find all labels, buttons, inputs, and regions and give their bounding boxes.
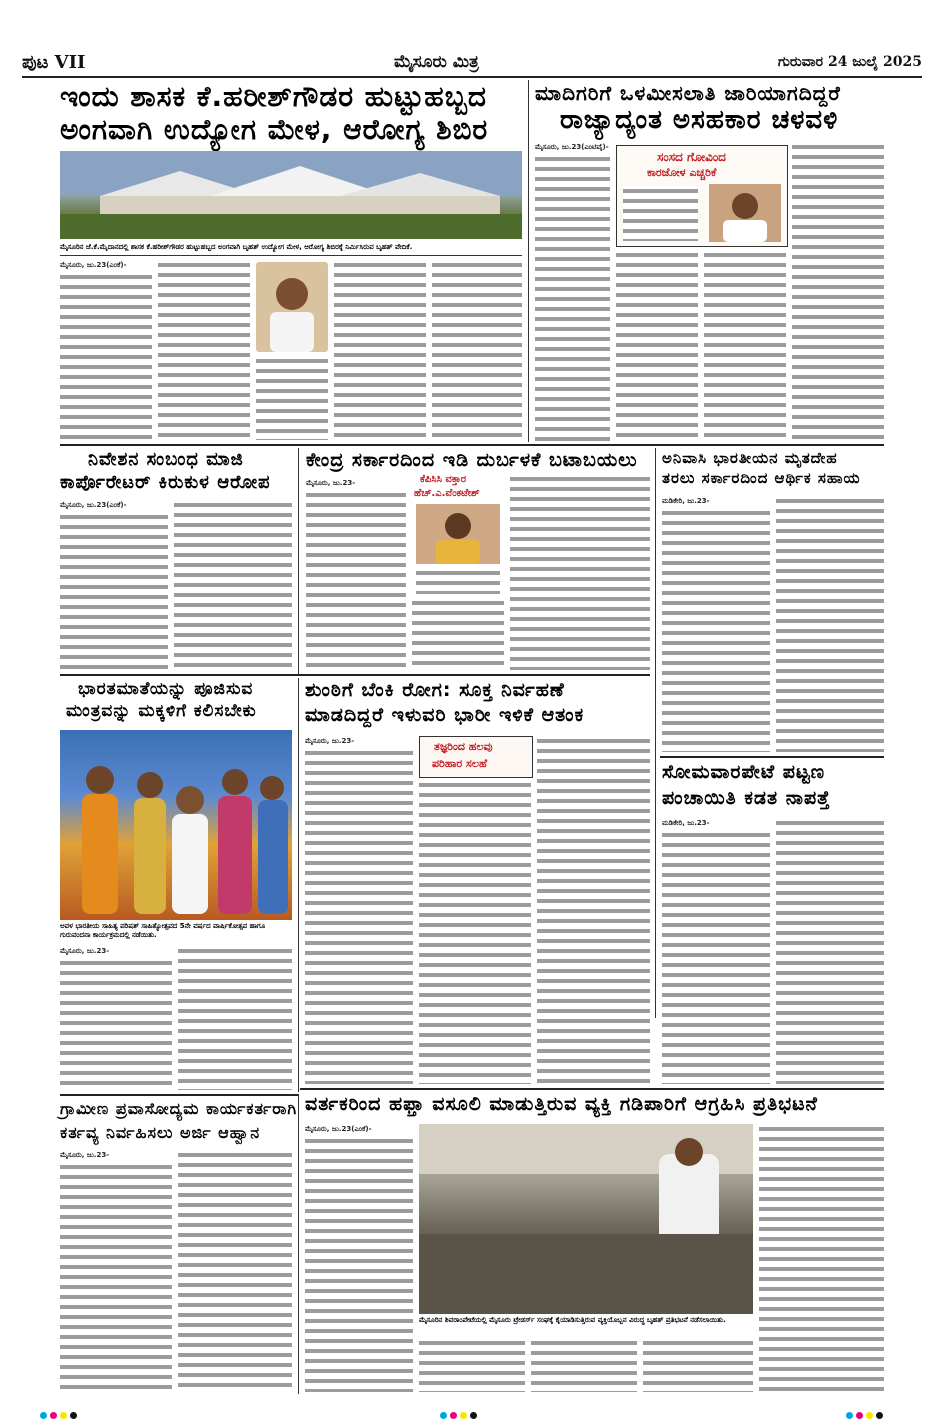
column-divider	[298, 1094, 299, 1394]
column-divider	[298, 448, 299, 674]
story-g-subhead-box	[419, 736, 533, 778]
story-g-column-2	[419, 780, 531, 1084]
story-h-column-2	[776, 818, 884, 1084]
story-c-column-2	[174, 500, 292, 670]
story-c-headline-1: ನಿವೇಶನ ಸಂಬಂಧ ಮಾಜಿ	[88, 449, 244, 470]
story-b-column-3	[704, 250, 786, 442]
story-i-headline-2: ಕರ್ತವ್ಯ ನಿರ್ವಹಿಸಲು ಅರ್ಜಿ ಆಹ್ವಾನ	[60, 1123, 261, 1142]
story-a-dateline: ಮೈಸೂರು, ಜು.23(ಎಂಕೆ)-	[60, 261, 127, 269]
story-f-headline-2: ಮಂತ್ರವನ್ನು ಮಕ್ಕಳಿಗೆ ಕಲಿಸಬೇಕು	[66, 701, 257, 721]
section-divider	[660, 756, 884, 758]
section-divider	[60, 1094, 298, 1096]
story-j-headline: ವರ್ತಕರಿಂದ ಹಫ್ತಾ ವಸೂಲಿ ಮಾಡುತ್ತಿರುವ ವ್ಯಕ್ತಿ ಗಡಿಪಾರಿಗೆ ಆಗ್ರಹಿಸಿ ಪ್ರತಿಭಟನೆ	[305, 1093, 818, 1115]
story-g-column-3	[537, 736, 650, 1084]
story-g-sub-2: ಪರಿಹಾರ ಸಲಹೆ	[432, 757, 488, 770]
story-f-column-2	[178, 946, 292, 1090]
story-b-column-4	[792, 142, 884, 442]
story-d-byline-box	[412, 474, 504, 594]
spokesperson-portrait	[416, 504, 500, 564]
story-j-caption: ಮೈಸೂರಿನ ಶಿವರಾಂಪೇಟೆಯಲ್ಲಿ ಮೈಸೂರು ಟ್ರೇಡರ್ಸ್ ಸಂಘಕ್ಕೆ ಕೈಯಾಡಿಸುತ್ತಿರುವ ವ್ಯಕ್ತಿಯೊಬ್ಬನ ವಿರುದ್ಧ ಬೃಹತ್ ಪ್ರತಿಭಟನೆ ನಡೆಸಲಾಯಿತು.	[419, 1316, 726, 1324]
column-divider	[298, 678, 299, 1092]
story-d-column-3	[510, 474, 650, 670]
story-b-byline-box	[616, 145, 788, 247]
story-h-column-1	[662, 830, 770, 1084]
story-j-column-4	[643, 1338, 753, 1392]
story-a-column-5	[432, 260, 522, 440]
story-i-headline-1: ಗ್ರಾಮೀಣ ಪ್ರವಾಸೋದ್ಯಮ ಕಾರ್ಯಕರ್ತರಾಗಿ	[60, 1099, 298, 1118]
story-a-column-1	[60, 272, 152, 440]
story-a-headline-1: ಇಂದು ಶಾಸಕ ಕೆ.ಹರೀಶ್‌ಗೌಡರ ಹುಟ್ಟುಹಬ್ಬದ	[60, 80, 487, 113]
story-b-byline-1: ಸಂಸದ ಗೋವಿಂದ	[657, 150, 726, 164]
story-f-dateline: ಮೈಸೂರು, ಜು.23-	[60, 947, 110, 955]
story-e-headline-2: ತರಲು ಸರ್ಕಾರದಿಂದ ಆರ್ಥಿಕ ಸಹಾಯ	[662, 469, 861, 487]
story-g-headline-2: ಮಾಡದಿದ್ದರೆ ಇಳುವರಿ ಭಾರೀ ಇಳಿಕೆ ಆತಂಕ	[305, 704, 585, 726]
story-c-headline-2: ಕಾರ್ಪೊರೇಟರ್ ಕಿರುಕುಳ ಆರೋಪ	[60, 472, 271, 493]
section-divider	[300, 1088, 884, 1090]
masthead	[22, 52, 922, 78]
story-a-column-4	[334, 260, 426, 440]
story-e-headline-1: ಅನಿವಾಸಿ ಭಾರತೀಯನ ಮೃತದೇಹ	[662, 449, 838, 467]
page-number: ಪುಟ VII	[22, 52, 86, 73]
story-b-intro	[623, 186, 698, 241]
story-h-dateline: ಮಡಿಕೇರಿ, ಜು.23-	[662, 819, 710, 827]
story-i-column-1	[60, 1162, 172, 1392]
story-b-dateline: ಮೈಸೂರು, ಜು.23(ಎಂಟಿವೈ)-	[535, 143, 609, 151]
section-divider	[60, 444, 884, 446]
story-g-headline-1: ಶುಂಠಿಗೆ ಬೆಂಕಿ ರೋಗ: ಸೂಕ್ತ ನಿರ್ವಹಣೆ	[305, 679, 565, 701]
story-f-column-1	[60, 958, 172, 1090]
story-i-column-2	[178, 1150, 292, 1392]
story-f-headline-1: ಭಾರತಮಾತೆಯನ್ನು ಪೂಜಿಸುವ	[78, 679, 254, 699]
story-j-column-3	[531, 1338, 637, 1392]
story-e-dateline: ಮಡಿಕೇರಿ, ಜು.23-	[662, 497, 710, 505]
story-d-headline: ಕೇಂದ್ರ ಸರ್ಕಾರದಿಂದ ಇಡಿ ದುರ್ಬಳಕೆ ಬಟಾಬಯಲು	[306, 449, 638, 471]
story-d-byline-2: ಹೆಚ್.ಎ.ವೆಂಕಟೇಶ್	[414, 488, 480, 499]
mp-portrait	[709, 184, 781, 242]
story-d-column-1	[306, 490, 406, 670]
story-f-caption: ಅವಳ ಭಾರತೀಯ ಸಾಹಿತ್ಯ ಪರಿಷತ್ ಸಾಹಿತ್ಯೋತ್ಸವದ 5ನೇ ವರ್ಷದ ವಾರ್ಷಿಕೋತ್ಸವ ಹಾಗೂ ಗುರುವಂದನಾ ಕಾರ್ಯಕ್ರಮದಲ್ಲಿ ನಡೆಯಿತು.	[60, 922, 266, 939]
story-g-dateline: ಮೈಸೂರು, ಜು.23-	[305, 737, 355, 745]
story-g-sub-1: ತಜ್ಞರಿಂದ ಹಲವು	[434, 740, 493, 753]
color-registration-marks	[40, 1404, 80, 1423]
color-registration-marks	[440, 1404, 480, 1423]
story-b-column-2	[616, 250, 698, 442]
story-a-photo	[60, 151, 522, 239]
issue-date: ಗುರುವಾರ 24 ಜುಲೈ 2025	[777, 54, 922, 70]
story-d-dateline: ಮೈಸೂರು, ಜು.23-	[306, 479, 356, 487]
tent-stage-image	[60, 151, 522, 239]
divider	[60, 255, 522, 256]
story-a-caption: ಮೈಸೂರಿನ ಜೆ.ಕೆ.ಮೈದಾನದಲ್ಲಿ ಶಾಸಕ ಕೆ.ಹರೀಶ್‌ಗೌಡರ ಹುಟ್ಟುಹಬ್ಬದ ಅಂಗವಾಗಿ ಬೃಹತ್ ಉದ್ಯೋಗ ಮೇಳ, ಆರೋಗ್ಯ ಶಿಬಿರಕ್ಕೆ ನಿರ್ಮಿಸಿರುವ ಬೃಹತ್ ವೇದಿಕೆ.	[60, 243, 413, 251]
story-h-headline-2: ಪಂಚಾಯಿತಿ ಕಡತ ನಾಪತ್ತೆ	[662, 787, 831, 809]
story-e-column-2	[776, 496, 884, 752]
story-j-photo	[419, 1124, 753, 1314]
section-divider	[60, 674, 650, 676]
story-d-byline-1: ಕೆಪಿಸಿಸಿ ವಕ್ತಾರ	[420, 474, 467, 485]
story-b-byline-2: ಕಾರಜೋಳ ಎಚ್ಚರಿಕೆ	[647, 166, 717, 179]
story-g-column-1	[305, 748, 413, 1084]
story-j-dateline: ಮೈಸೂರು, ಜು.23(ಎಂಕೆ)-	[305, 1125, 372, 1133]
protest-crowd-image	[419, 1124, 753, 1314]
story-j-column-1	[305, 1136, 413, 1392]
column-divider	[528, 80, 529, 442]
story-a-headline-2: ಅಂಗವಾಗಿ ಉದ್ಯೋಗ ಮೇಳ, ಆರೋಗ್ಯ ಶಿಬಿರ	[60, 113, 489, 146]
felicitation-group-image	[60, 730, 292, 920]
story-d-column-2	[412, 598, 504, 670]
story-j-column-2	[419, 1338, 525, 1392]
story-j-column-5	[759, 1124, 884, 1392]
story-b-column-1	[535, 154, 610, 442]
color-registration-marks	[846, 1404, 886, 1423]
story-a-column-2	[158, 260, 250, 440]
story-f-photo	[60, 730, 292, 920]
story-i-dateline: ಮೈಸೂರು, ಜು.23-	[60, 1151, 110, 1159]
story-b-headline-2: ರಾಜ್ಯಾದ್ಯಂತ ಅಸಹಕಾರ ಚಳವಳಿ	[560, 105, 839, 135]
story-b-headline-1: ಮಾದಿಗರಿಗೆ ಒಳಮೀಸಲಾತಿ ಜಾರಿಯಾಗದಿದ್ದರೆ	[535, 81, 841, 105]
story-a-column-3	[256, 356, 328, 440]
story-d-intro	[416, 568, 500, 594]
column-divider	[655, 448, 656, 1018]
story-e-column-1	[662, 508, 770, 752]
story-c-dateline: ಮೈಸೂರು, ಜು.23(ಎಂಕೆ)-	[60, 501, 127, 509]
newspaper-name: ಮೈಸೂರು ಮಿತ್ರ	[394, 52, 479, 72]
story-c-column-1	[60, 512, 168, 670]
story-h-headline-1: ಸೋಮವಾರಪೇಟೆ ಪಟ್ಟಣ	[662, 761, 826, 783]
mla-portrait	[256, 262, 328, 352]
